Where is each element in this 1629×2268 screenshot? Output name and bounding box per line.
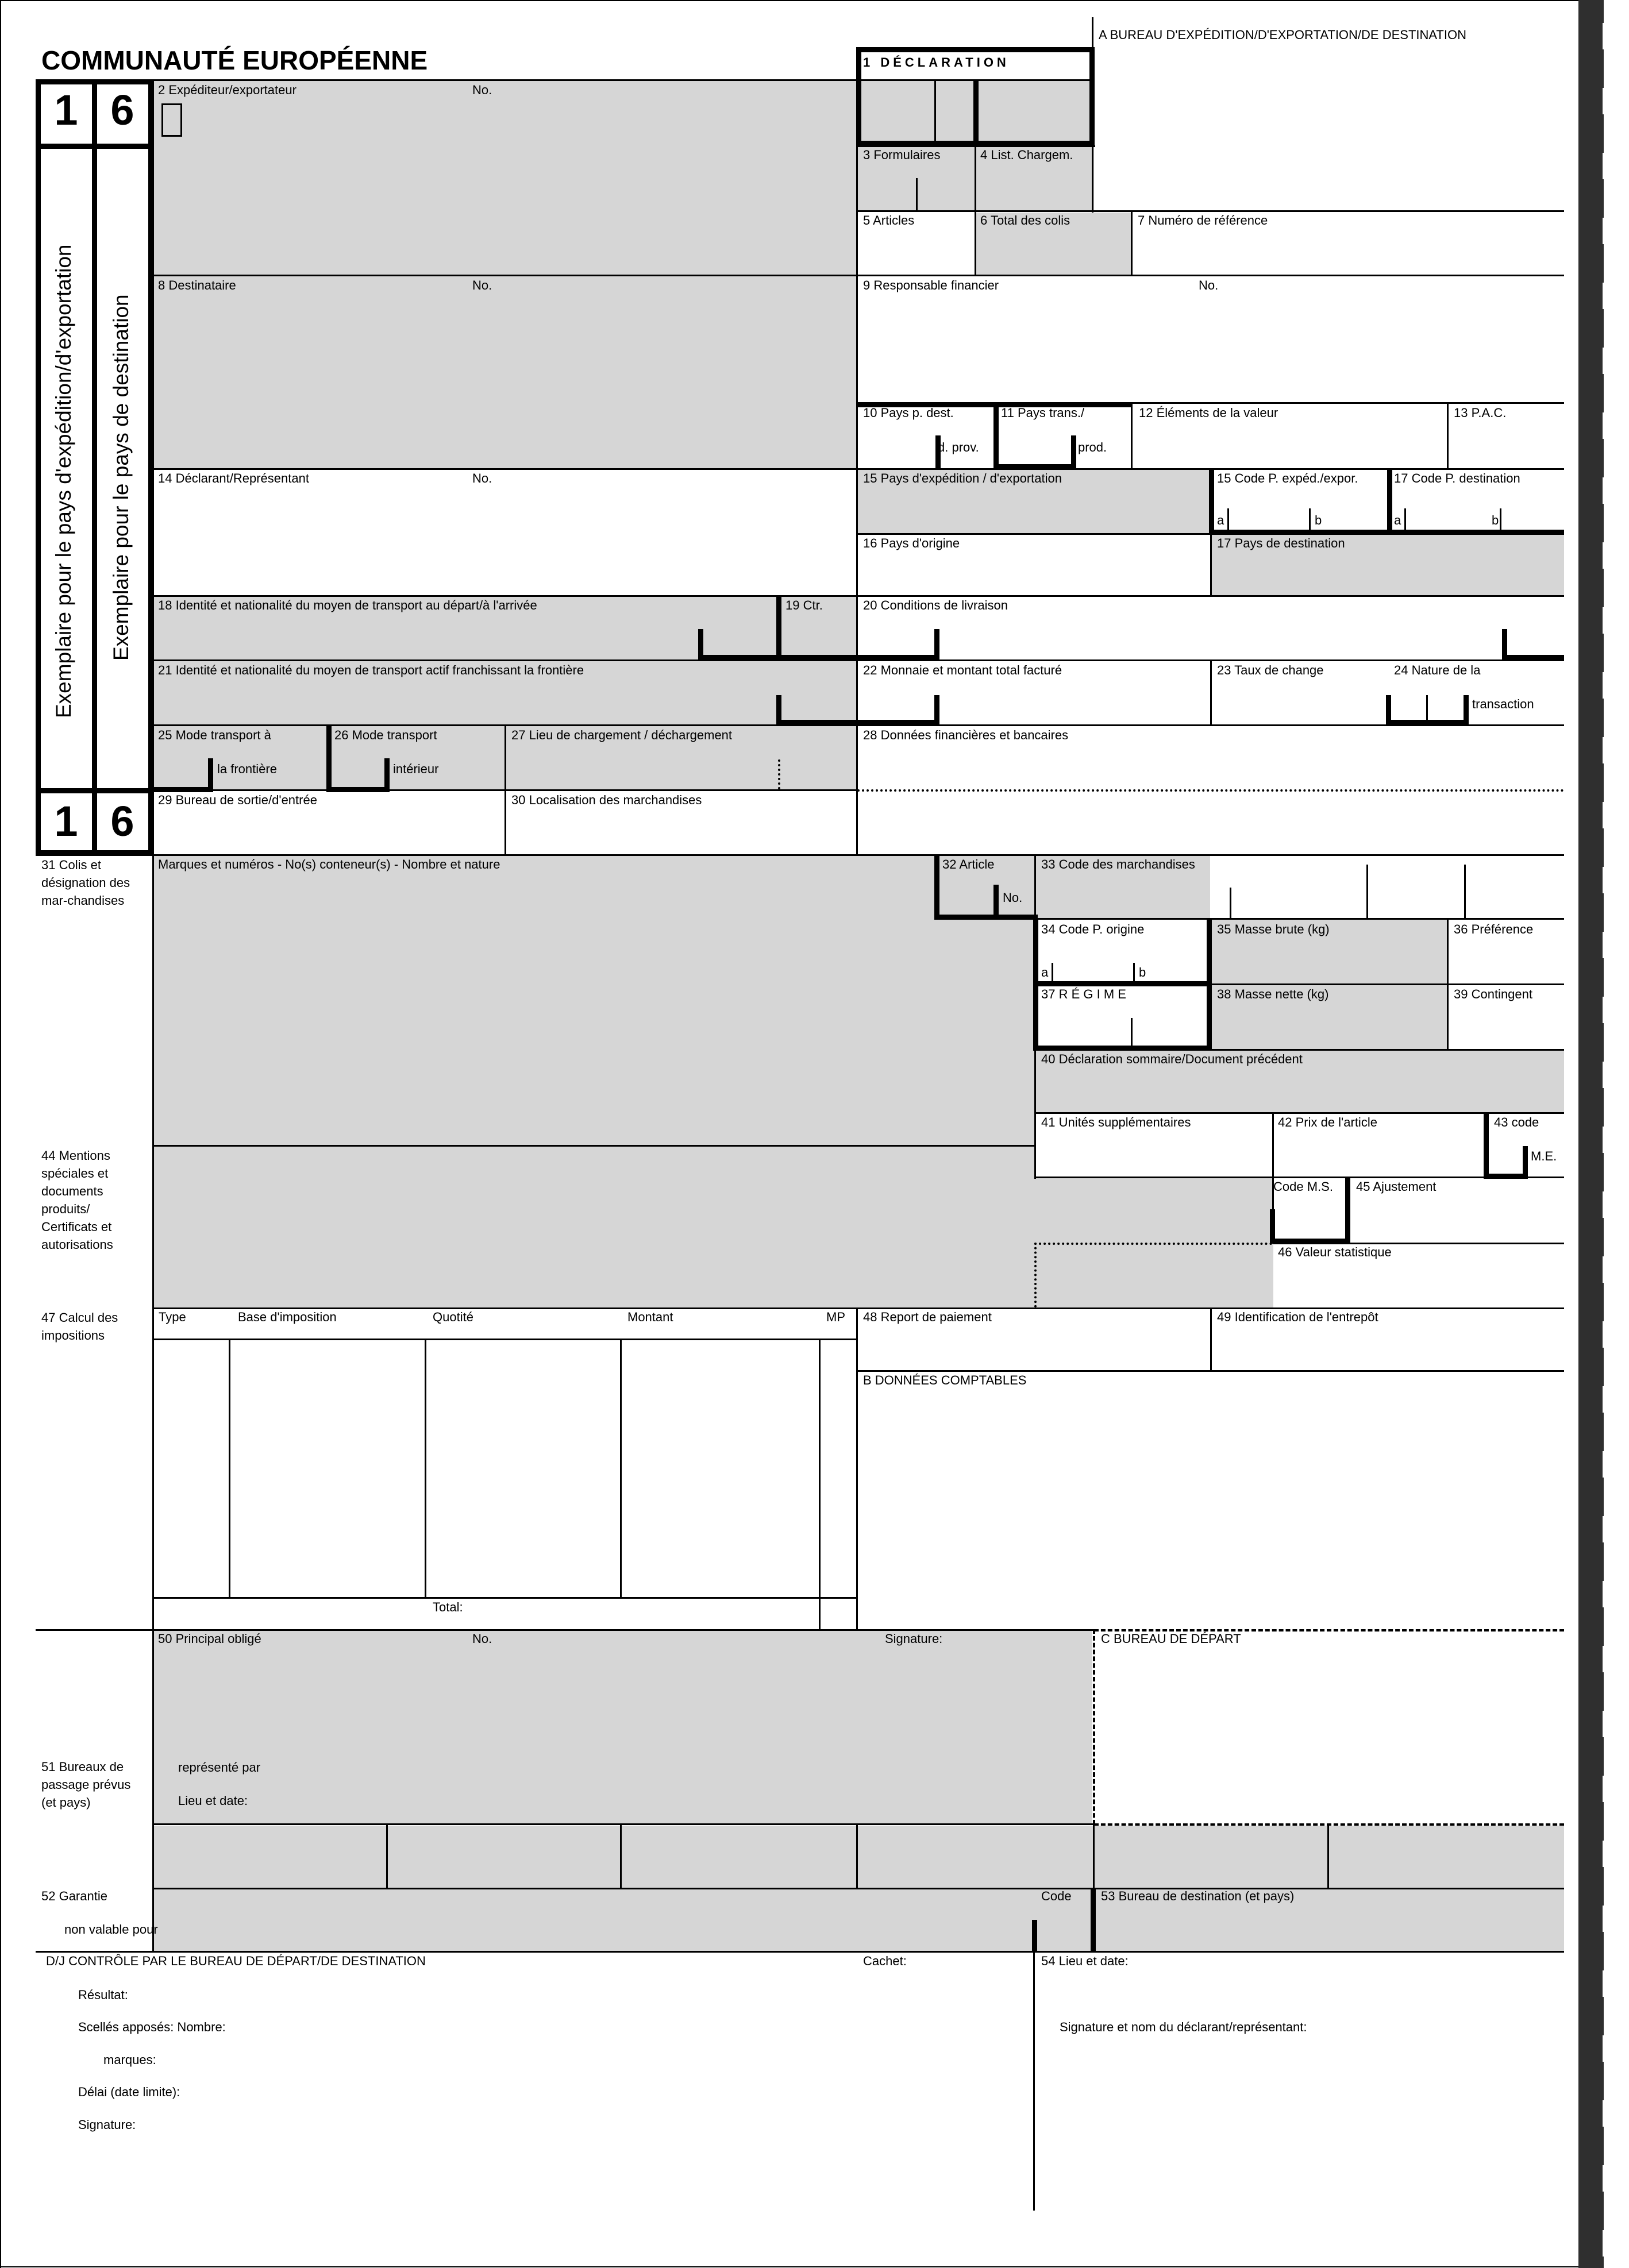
tick bbox=[1426, 695, 1428, 723]
perforation-hole bbox=[1603, 1062, 1619, 1088]
copy-number-left: 1 bbox=[54, 86, 78, 134]
side-label-destination: Exemplaire pour le pays de destination bbox=[109, 294, 133, 661]
declaration-frame bbox=[856, 47, 861, 146]
perforation-hole bbox=[1603, 1127, 1619, 1153]
rule bbox=[856, 79, 858, 854]
rule bbox=[152, 1823, 1095, 1825]
box15-b: b bbox=[1315, 513, 1322, 527]
rule bbox=[152, 595, 1564, 597]
rule bbox=[1447, 918, 1449, 1049]
box-frame bbox=[1387, 468, 1392, 534]
box5-label: 5 Articles bbox=[863, 213, 915, 227]
perforation-hole bbox=[1603, 1191, 1619, 1218]
box-frame bbox=[1270, 1239, 1350, 1244]
col-quotite: Quotité bbox=[433, 1310, 473, 1324]
perforation-hole bbox=[1603, 2100, 1619, 2127]
box44-label: 44 Mentions spéciales et documents produits/ Certificats et autorisations bbox=[41, 1148, 113, 1252]
box33-label: 33 Code des marchandises bbox=[1041, 857, 1195, 871]
perforation-hole bbox=[1603, 542, 1619, 569]
rule bbox=[152, 1145, 1034, 1147]
dashed-rule bbox=[1093, 1629, 1095, 1825]
perforation-hole bbox=[1603, 283, 1619, 309]
box29-label: 29 Bureau de sortie/d'entrée bbox=[158, 793, 317, 807]
rule bbox=[1327, 1823, 1329, 1888]
rule bbox=[152, 1339, 856, 1340]
box34-label: 34 Code P. origine bbox=[1041, 922, 1145, 936]
rule bbox=[386, 1823, 388, 1888]
page-border bbox=[0, 0, 1, 2268]
rule bbox=[36, 854, 1564, 856]
rule bbox=[229, 1339, 230, 1597]
box14-label: 14 Déclarant/Représentant bbox=[158, 471, 309, 485]
box15-code-label: 15 Code P. expéd./expor. bbox=[1217, 471, 1358, 485]
box15-label: 15 Pays d'expédition / d'exportation bbox=[863, 471, 1062, 485]
box18-label: 18 Identité et nationalité du moyen de transport au départ/à l'arrivée bbox=[158, 598, 537, 612]
box-frame bbox=[326, 787, 390, 792]
box17-code-label: 17 Code P. destination bbox=[1394, 471, 1520, 485]
box-frame bbox=[1071, 435, 1076, 468]
cachet-label: Cachet: bbox=[863, 1954, 907, 1968]
box-frame bbox=[993, 402, 999, 468]
side-label-export: Exemplaire pour le pays d'expédition/d'exportation bbox=[52, 244, 75, 718]
box-frame bbox=[856, 655, 939, 660]
box-frame bbox=[1502, 655, 1564, 660]
box53-label: 53 Bureau de destination (et pays) bbox=[1101, 1889, 1295, 1903]
box-frame bbox=[776, 720, 939, 725]
copy-frame bbox=[148, 79, 153, 854]
box34-b: b bbox=[1139, 965, 1146, 979]
copy-number-right: 6 bbox=[110, 86, 134, 134]
copy-number-right-bottom: 6 bbox=[110, 797, 134, 845]
perforation-hole bbox=[1603, 1321, 1619, 1348]
box-frame bbox=[326, 724, 332, 790]
box23-label: 23 Taux de change bbox=[1217, 663, 1324, 677]
box51-label: 51 Bureaux de passage prévus (et pays) bbox=[41, 1760, 131, 1810]
perforation-hole bbox=[1603, 477, 1619, 504]
copy-frame bbox=[36, 850, 152, 855]
perforation-hole bbox=[1603, 737, 1619, 763]
perforation-hole bbox=[1603, 348, 1619, 374]
box17-b: b bbox=[1492, 513, 1499, 527]
box26-sub: intérieur bbox=[393, 762, 439, 776]
declaration-label: 1 DÉCLARATION bbox=[863, 55, 1010, 70]
shade-box50 bbox=[152, 1630, 1092, 1824]
perforation-hole bbox=[1603, 1776, 1619, 1802]
shade-box31 bbox=[152, 856, 1034, 1309]
box43-label: 43 code bbox=[1494, 1115, 1539, 1129]
tick bbox=[1309, 508, 1311, 531]
rule bbox=[1210, 659, 1212, 724]
box2-no: No. bbox=[472, 83, 492, 97]
box40-label: 40 Déclaration sommaire/Document précédent bbox=[1041, 1052, 1303, 1066]
box46-label: 46 Valeur statistique bbox=[1278, 1245, 1392, 1259]
box-frame bbox=[993, 464, 1076, 469]
rule bbox=[1131, 402, 1133, 468]
copy-frame bbox=[92, 79, 97, 854]
perforation-hole bbox=[1603, 218, 1619, 244]
rule bbox=[1131, 210, 1133, 275]
perforation-hole bbox=[1603, 672, 1619, 699]
perforation-hole bbox=[1603, 1256, 1619, 1283]
box28-label: 28 Données financières et bancaires bbox=[863, 728, 1069, 742]
box10-sub: d. prov. bbox=[938, 440, 979, 454]
perforation-hole bbox=[1603, 1451, 1619, 1478]
shade-box51 bbox=[152, 1826, 1564, 1888]
page-border bbox=[0, 0, 1578, 1]
rule bbox=[425, 1339, 426, 1597]
box-frame bbox=[1209, 530, 1564, 535]
represente-label: représenté par bbox=[178, 1760, 261, 1775]
box8-label: 8 Destinataire bbox=[158, 278, 236, 292]
rule bbox=[36, 1951, 1564, 1953]
box-frame bbox=[1484, 1112, 1489, 1179]
dotted-rule bbox=[1034, 1243, 1272, 1245]
box17-a: a bbox=[1394, 513, 1401, 527]
box25-sub: la frontière bbox=[217, 762, 277, 776]
box2-label: 2 Expéditeur/exportateur bbox=[158, 83, 296, 97]
rule bbox=[819, 1339, 821, 1629]
box24-label: 24 Nature de la bbox=[1394, 663, 1481, 677]
box42-label: 42 Prix de l'article bbox=[1278, 1115, 1377, 1129]
rule bbox=[152, 1307, 1564, 1309]
box43-sub: M.E. bbox=[1531, 1149, 1557, 1163]
rule bbox=[505, 724, 506, 854]
marques-label: marques: bbox=[103, 2053, 156, 2067]
box9-no: No. bbox=[1199, 278, 1219, 292]
non-valable-label: non valable pour bbox=[64, 1922, 158, 1937]
box-frame bbox=[1032, 1920, 1037, 1952]
perforation-hole bbox=[1603, 1581, 1619, 1607]
tick bbox=[1464, 865, 1466, 919]
rule bbox=[620, 1823, 622, 1888]
box4-label: 4 List. Chargem. bbox=[980, 148, 1073, 162]
perforation-hole bbox=[1603, 2165, 1619, 2192]
rule bbox=[975, 145, 976, 275]
declaration-frame bbox=[1089, 47, 1095, 146]
box-frame bbox=[1484, 1174, 1524, 1179]
rule bbox=[1034, 918, 1564, 920]
box17-label: 17 Pays de destination bbox=[1217, 536, 1345, 550]
perforation-hole bbox=[1603, 997, 1619, 1023]
perforation-hole bbox=[1603, 802, 1619, 828]
perforation-hole bbox=[1603, 153, 1619, 179]
rule bbox=[152, 1888, 1564, 1889]
box26-label: 26 Mode transport bbox=[334, 728, 437, 742]
box19-label: 19 Ctr. bbox=[785, 598, 823, 612]
box24-sub: transaction bbox=[1472, 697, 1534, 711]
box39-label: 39 Contingent bbox=[1454, 987, 1532, 1001]
perforation-hole bbox=[1603, 1711, 1619, 1737]
col-type: Type bbox=[159, 1310, 186, 1324]
box21-label: 21 Identité et nationalité du moyen de transport actif franchissant la frontière bbox=[158, 663, 584, 677]
dotted-rule bbox=[778, 759, 780, 789]
page-border bbox=[0, 2266, 1578, 2267]
box50-no: No. bbox=[472, 1631, 492, 1646]
box11-label: 11 Pays trans./ bbox=[1001, 406, 1085, 420]
box27-label: 27 Lieu de chargement / déchargement bbox=[511, 728, 733, 742]
box16-label: 16 Pays d'origine bbox=[863, 536, 960, 550]
box10-label: 10 Pays p. dest. bbox=[863, 406, 954, 420]
tick bbox=[1133, 963, 1135, 983]
copy-checkbox[interactable] bbox=[161, 103, 182, 137]
col-montant: Montant bbox=[627, 1310, 673, 1324]
box45-label: 45 Ajustement bbox=[1356, 1179, 1437, 1194]
copy-frame bbox=[36, 79, 41, 854]
shade-box8 bbox=[152, 276, 856, 470]
box52-label: 52 Garantie bbox=[41, 1889, 107, 1903]
box7-label: 7 Numéro de référence bbox=[1138, 213, 1268, 227]
rule bbox=[1447, 402, 1449, 468]
box32-no: No. bbox=[1003, 890, 1023, 905]
copy-number-left-bottom: 1 bbox=[54, 797, 78, 845]
box3-label: 3 Formulaires bbox=[863, 148, 941, 162]
rule bbox=[856, 1823, 858, 1888]
box49-label: 49 Identification de l'entrepôt bbox=[1217, 1310, 1378, 1324]
perforation-hole bbox=[1603, 88, 1619, 114]
copy-frame bbox=[36, 788, 152, 793]
box-frame bbox=[1209, 468, 1214, 534]
perforation-hole bbox=[1603, 1906, 1619, 1932]
perforation-hole bbox=[1603, 23, 1619, 49]
delai-label: Délai (date limite): bbox=[78, 2085, 180, 2099]
box-frame bbox=[934, 915, 1038, 920]
perforation-hole bbox=[1603, 1646, 1619, 1672]
box-frame bbox=[993, 885, 999, 919]
dashed-rule bbox=[1094, 1823, 1564, 1826]
rule bbox=[934, 79, 936, 144]
perforation-hole bbox=[1603, 2035, 1619, 2062]
box-frame bbox=[698, 629, 703, 660]
box41-label: 41 Unités supplémentaires bbox=[1041, 1115, 1191, 1129]
box12-label: 12 Éléments de la valeur bbox=[1139, 406, 1278, 420]
box-frame bbox=[1033, 1046, 1212, 1051]
total-label: Total: bbox=[433, 1600, 463, 1614]
box9-label: 9 Responsable financier bbox=[863, 278, 999, 292]
box13-label: 13 P.A.C. bbox=[1454, 406, 1507, 420]
box-b-label: B DONNÉES COMPTABLES bbox=[863, 1373, 1027, 1387]
resultat-label: Résultat: bbox=[78, 1988, 128, 2002]
perforation-hole bbox=[1603, 607, 1619, 634]
box31-label: 31 Colis et désignation des mar-chandises bbox=[41, 858, 130, 908]
rule bbox=[856, 1307, 858, 1629]
form-title: COMMUNAUTÉ EUROPÉENNE bbox=[41, 45, 428, 75]
perforation-hole bbox=[1603, 867, 1619, 893]
lieu-date-label: Lieu et date: bbox=[178, 1793, 248, 1808]
rule bbox=[152, 468, 1564, 470]
box50-label: 50 Principal obligé bbox=[158, 1631, 261, 1646]
box25-label: 25 Mode transport à bbox=[158, 728, 271, 742]
box35-label: 35 Masse brute (kg) bbox=[1217, 922, 1330, 936]
rule bbox=[152, 1597, 856, 1599]
dotted-rule bbox=[1034, 1243, 1037, 1307]
box-frame bbox=[934, 854, 939, 919]
rule bbox=[152, 275, 1564, 276]
tick bbox=[1052, 963, 1053, 983]
rule bbox=[36, 79, 857, 81]
shade-box52 bbox=[152, 1889, 1564, 1951]
tick bbox=[1131, 1018, 1133, 1048]
box-frame bbox=[1270, 1209, 1275, 1243]
rule bbox=[620, 1339, 622, 1597]
box20-label: 20 Conditions de livraison bbox=[863, 598, 1008, 612]
signature-label: Signature: bbox=[78, 2117, 136, 2132]
tick bbox=[1404, 508, 1406, 531]
rule bbox=[1093, 1823, 1095, 1888]
tick bbox=[1366, 865, 1368, 919]
perforation-hole bbox=[1603, 1386, 1619, 1413]
tick bbox=[1500, 508, 1501, 531]
scelles-label: Scellés apposés: Nombre: bbox=[78, 2020, 226, 2034]
box47-label: 47 Calcul des impositions bbox=[41, 1310, 118, 1343]
box34-a: a bbox=[1041, 965, 1049, 979]
box30-label: 30 Localisation des marchandises bbox=[511, 793, 702, 807]
box-frame bbox=[776, 595, 781, 660]
box37-label: 37 R É G I M E bbox=[1041, 987, 1126, 1001]
rule bbox=[1272, 1112, 1274, 1177]
col-mp: MP bbox=[826, 1310, 845, 1324]
box22-label: 22 Monnaie et montant total facturé bbox=[863, 663, 1062, 677]
declaration-frame bbox=[856, 47, 1094, 52]
box-frame bbox=[208, 758, 213, 790]
rule bbox=[857, 1370, 1564, 1372]
perforation-hole bbox=[1603, 1516, 1619, 1542]
rule bbox=[857, 210, 1564, 212]
perforation-hole bbox=[1603, 2230, 1619, 2257]
box-frame bbox=[1091, 1888, 1096, 1952]
perforation-hole bbox=[1603, 1841, 1619, 1867]
code-ms-label: Code M.S. bbox=[1273, 1179, 1333, 1194]
perforation-hole bbox=[1603, 412, 1619, 439]
box11-sub: prod. bbox=[1078, 440, 1107, 454]
perforation-strip bbox=[1578, 0, 1604, 2268]
box50-signature: Signature: bbox=[885, 1631, 943, 1646]
box-c-label: C BUREAU DE DÉPART bbox=[1101, 1631, 1241, 1646]
box-a-label: A BUREAU D'EXPÉDITION/D'EXPORTATION/DE DESTINATION bbox=[1099, 28, 1466, 42]
rule bbox=[1210, 1307, 1212, 1370]
rule bbox=[36, 1629, 1094, 1631]
declaration-frame bbox=[973, 79, 979, 144]
col-base: Base d'imposition bbox=[238, 1310, 337, 1324]
code-label: Code bbox=[1041, 1889, 1072, 1903]
box-frame bbox=[1464, 695, 1469, 726]
box-frame bbox=[1033, 981, 1212, 986]
box8-no: No. bbox=[472, 278, 492, 292]
rule bbox=[1033, 1951, 1035, 2211]
box38-label: 38 Masse nette (kg) bbox=[1217, 987, 1329, 1001]
box-frame bbox=[1523, 1146, 1528, 1179]
shade-box2 bbox=[152, 80, 856, 275]
box-frame bbox=[934, 695, 939, 726]
perforation-hole bbox=[1603, 1970, 1619, 1997]
signature-nom-label: Signature et nom du déclarant/représentant: bbox=[1060, 2020, 1307, 2034]
box-frame bbox=[384, 758, 390, 790]
box14-no: No. bbox=[472, 471, 492, 485]
copy-frame bbox=[36, 144, 152, 149]
box31-marks-label: Marques et numéros - No(s) conteneur(s) - Nombre et nature bbox=[158, 857, 500, 871]
tick bbox=[1230, 888, 1231, 919]
box-frame bbox=[152, 787, 213, 792]
box-dj-label: D/J CONTRÔLE PAR LE BUREAU DE DÉPART/DE DESTINATION bbox=[46, 1954, 426, 1968]
box32-label: 32 Article bbox=[942, 857, 995, 871]
dotted-rule bbox=[857, 789, 1564, 792]
box-frame bbox=[1345, 1177, 1350, 1243]
perforation-hole bbox=[1603, 932, 1619, 958]
box36-label: 36 Préférence bbox=[1454, 922, 1534, 936]
rule bbox=[916, 178, 918, 210]
box15-a: a bbox=[1217, 513, 1224, 527]
box54-label: 54 Lieu et date: bbox=[1041, 1954, 1129, 1968]
box48-label: 48 Report de paiement bbox=[863, 1310, 992, 1324]
box6-label: 6 Total des colis bbox=[980, 213, 1070, 227]
tick bbox=[1227, 508, 1229, 531]
